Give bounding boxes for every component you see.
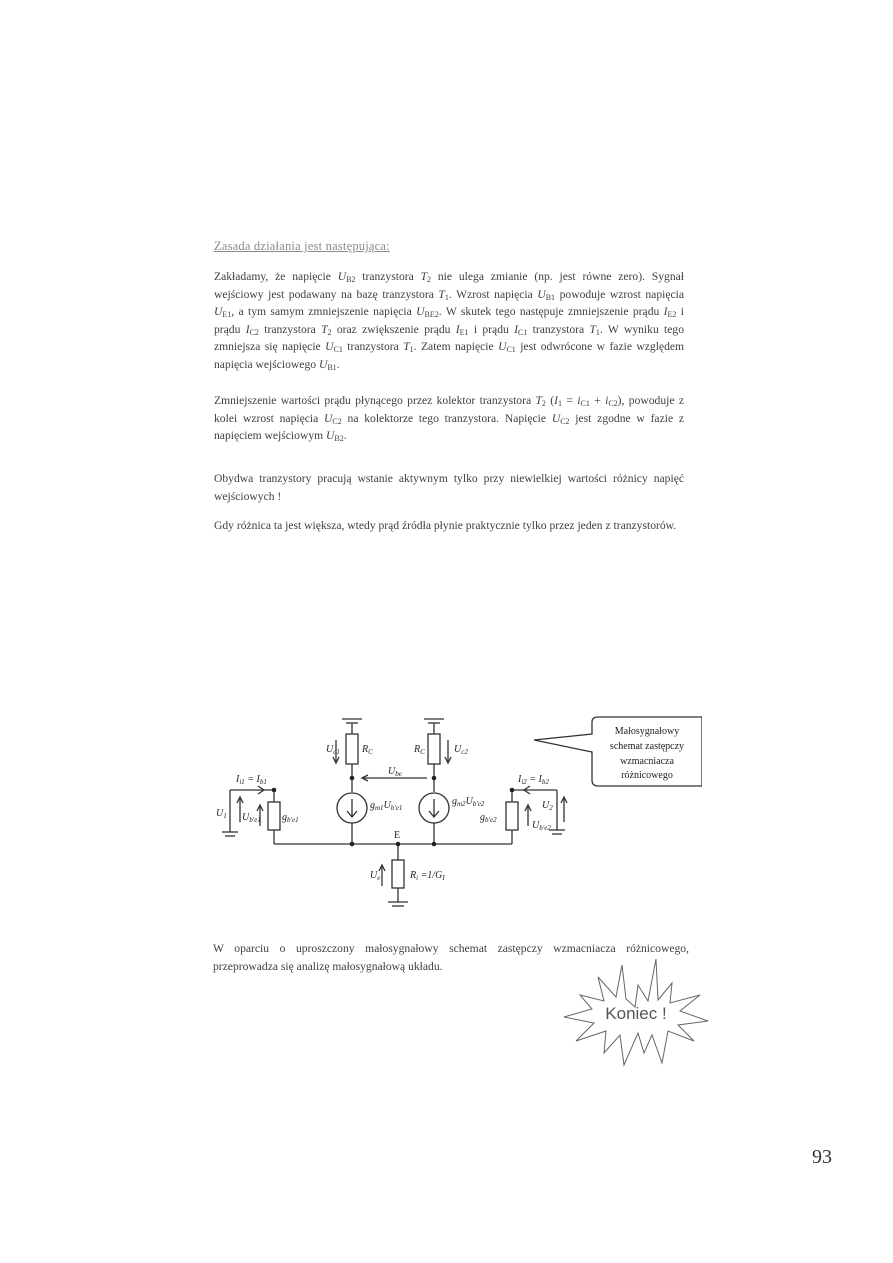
label-ube1: $U_{b'e1}$	[242, 812, 261, 824]
label-uc1: $U_{c1}$	[326, 744, 340, 756]
label-gbe2: $g_{b'e2}$	[480, 812, 497, 824]
label-u2: $U_2$	[542, 800, 553, 812]
label-ube2: $U_{b'e2}$	[532, 820, 551, 832]
conductance-gbe2	[506, 802, 518, 830]
ground-symbol-top-right	[424, 719, 444, 734]
label-ube: $U_{be}$	[388, 766, 402, 778]
resistor-rc-left	[346, 734, 358, 764]
callout-line-4: różnicowego	[621, 770, 673, 781]
small-signal-circuit-diagram	[212, 712, 702, 912]
koniec-label: Koniec !	[605, 1004, 667, 1023]
conductance-gbe1	[268, 802, 280, 830]
label-node-e: E	[394, 830, 401, 841]
label-rc-left: $R_C$	[362, 744, 373, 756]
ground-symbol-top-left	[342, 719, 362, 734]
resistor-rc-right	[428, 734, 440, 764]
paragraph-operation: Zakładamy, że napięcie $U_{B2}$ tranzystora $T_2$ nie ulega zmianie (np. jest równe zero). Sygnał wejściowy jest podawany na bazę tranzystora $T_1$. Wzrost napięcia $U_{B1}$ powoduje wzrost napięcia $U_{E1}$, a tym samym zmniejszenie napięcia $U_{BE2}$. W skutek tego następuje zmniejszenie prądu $I_{E2}$ i prądu $I_{C2}$ tranzystora $T_2$ oraz zwiększenie prądu $I_{E1}$ i prądu $I_{C1}$ tranzystora $T_1$. W wyniku tego zmniejsza się napięcie $U_{C1}$ tranzystora $T_1$. Zatem napięcie $U_{C1}$ jest odwrócone w fazie względem napięcia wejściowego $U_{B1}$.	[214, 270, 685, 372]
label-ri: $R_i =1/G_I$	[410, 870, 445, 882]
label-gm2: $g_{m2}U_{b'e2}$	[452, 796, 485, 808]
label-ii1: $I_{i1} = I_{b1}$	[236, 774, 267, 786]
page-number: 93	[812, 1146, 832, 1168]
section-heading: Zasada działania jest następująca:	[214, 239, 390, 253]
label-ue: $U_e$	[370, 870, 381, 882]
paragraph-large-difference: Gdy różnica ta jest większa, wtedy prąd źródła płynie praktycznie tylko przez jeden z tranzystorów.	[214, 519, 677, 532]
paragraph-collector-current: Zmniejszenie wartości prądu płynącego przez kolektor tranzystora $T_2$ $(I_1 = i_{C1} + i_{C2})$, powoduje z kolei wzrost napięcia $U_{C2}$ na kolektorze tego tranzystora. Napięcie $U_{C2}$ jest zgodne w fazie z napięciem wejściowym $U_{B2}$.	[214, 394, 685, 444]
paragraph-active-state: Obydwa tranzystory pracują wstanie aktywnym tylko przy niewielkiej wartości różnicy napięć wejściowych !	[214, 472, 684, 503]
label-uc2: $U_{c2}$	[454, 744, 468, 756]
label-rc-right: $R_C$	[414, 744, 425, 756]
callout-line-1: Małosygnałowy	[614, 726, 680, 737]
label-ii2: $I_{i2} = I_{b2}$	[518, 774, 549, 786]
koniec-burst	[560, 955, 710, 1070]
paragraph-analysis: W oparciu o uproszczony małosygnałowy schemat zastępczy wzmacniacza różnicowego, przeprowadza się analizę małosygnałową układu.	[213, 942, 689, 973]
callout-line-3: wzmacniacza	[620, 756, 674, 767]
label-gm1: $g_{m1}U_{b'e1}$	[370, 800, 403, 812]
label-u1: $U_1$	[216, 808, 227, 820]
label-gbe1: $g_{b'e1}$	[282, 812, 299, 824]
resistor-ri	[392, 860, 404, 888]
callout-line-2: schemat zastępczy	[609, 741, 685, 752]
